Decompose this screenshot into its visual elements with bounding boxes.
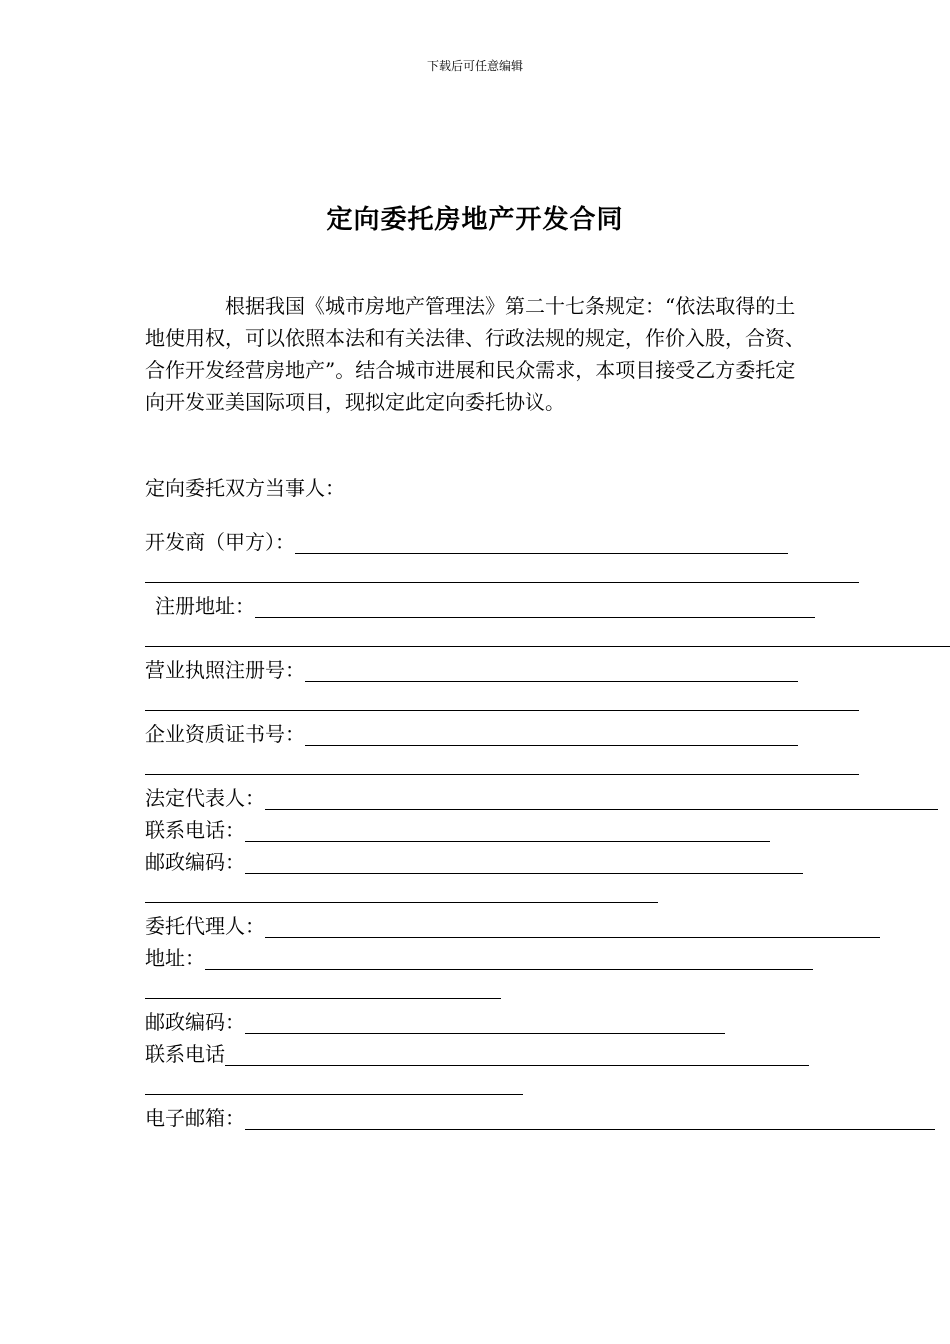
postcode1-blank[interactable] <box>245 847 803 874</box>
intro-paragraph: 根据我国《城市房地产管理法》第二十七条规定：“依法取得的土地使用权，可以依照本法和有关法律、行政法规的规定，作价入股，合资、合作开发经营房地产”。结合城市进展和民众需求，本项目接受乙方委托定向开发亚美国际项目，现拟定此定向委托协议。 <box>145 294 805 414</box>
header-note: 下载后可任意编辑 <box>426 59 523 73</box>
phone2-label: 联系电话 <box>145 1042 225 1066</box>
document-title: 定向委托房地产开发合同 <box>326 205 624 235</box>
address-label: 地址： <box>145 946 205 970</box>
phone2-field <box>145 1038 809 1070</box>
agent-field <box>145 910 880 942</box>
legal-rep-field <box>145 782 938 814</box>
license-no-label: 营业执照注册号： <box>145 658 305 682</box>
license-no-blank[interactable] <box>305 655 798 682</box>
phone2-continuation-line[interactable] <box>145 1094 523 1095</box>
address-continuation-line[interactable] <box>145 998 501 999</box>
developer-blank[interactable] <box>295 527 788 554</box>
phone2-blank[interactable] <box>225 1039 809 1066</box>
developer-field <box>145 526 788 558</box>
reg-address-continuation-line[interactable] <box>145 646 950 647</box>
postcode2-blank[interactable] <box>245 1007 725 1034</box>
postcode1-field <box>145 846 803 878</box>
postcode1-continuation-line[interactable] <box>145 902 658 903</box>
phone1-field <box>145 814 770 846</box>
developer-label: 开发商（甲方）： <box>145 530 295 554</box>
qualification-no-blank[interactable] <box>305 719 798 746</box>
phone1-blank[interactable] <box>245 815 770 842</box>
email-label: 电子邮箱： <box>145 1106 245 1130</box>
reg-address-field <box>155 590 815 622</box>
postcode1-label: 邮政编码： <box>145 850 245 874</box>
agent-blank[interactable] <box>265 911 880 938</box>
address-field <box>145 942 813 974</box>
email-blank[interactable] <box>245 1103 935 1130</box>
qualification-no-field <box>145 718 798 750</box>
agent-label: 委托代理人： <box>145 914 265 938</box>
phone1-label: 联系电话： <box>145 818 245 842</box>
postcode2-label: 邮政编码： <box>145 1010 245 1034</box>
legal-rep-blank[interactable] <box>265 783 938 810</box>
qualification-no-label: 企业资质证书号： <box>145 722 305 746</box>
license-no-field <box>145 654 798 686</box>
postcode2-field <box>145 1006 725 1038</box>
license-no-continuation-line[interactable] <box>145 710 859 711</box>
email-field <box>145 1102 935 1134</box>
parties-heading: 定向委托双方当事人： <box>145 476 345 500</box>
address-blank[interactable] <box>205 943 813 970</box>
reg-address-blank[interactable] <box>255 591 815 618</box>
legal-rep-label: 法定代表人： <box>145 786 265 810</box>
developer-continuation-line[interactable] <box>145 582 859 583</box>
qualification-no-continuation-line[interactable] <box>145 774 859 775</box>
reg-address-label: 注册地址： <box>155 594 255 618</box>
